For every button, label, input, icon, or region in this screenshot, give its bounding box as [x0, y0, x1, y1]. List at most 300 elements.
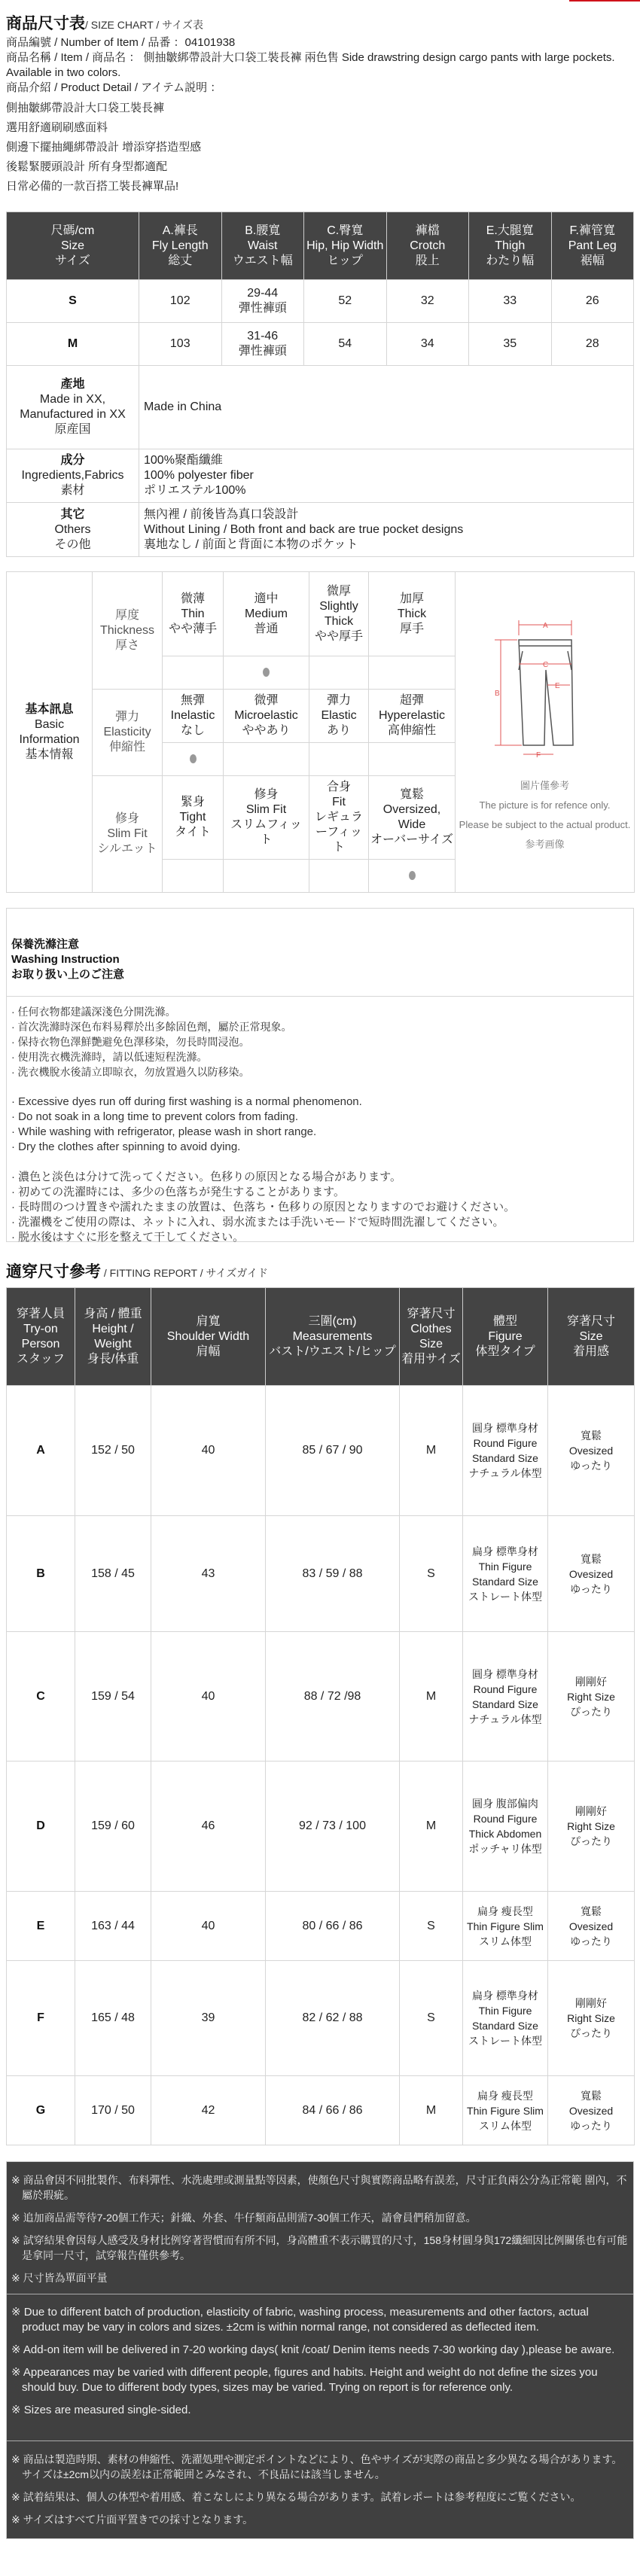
fit-selection-cell — [224, 860, 309, 893]
option-line: ややあり — [242, 724, 291, 737]
size-col-header — [551, 212, 634, 280]
figure-line: ストレート体型 — [468, 1590, 542, 1603]
fit-cell-sh: 42 — [151, 2076, 266, 2145]
option-line: Fit — [332, 796, 346, 808]
washing-line: · Excessive dyes run off during first washing is a normal phenomenon. — [11, 1095, 362, 1108]
size-cell-crotch: 32 — [386, 280, 469, 323]
header-line: スタッフ — [16, 1352, 65, 1366]
dimension-label: E — [554, 682, 560, 690]
fit-cell-hw: 159 / 54 — [75, 1632, 151, 1761]
fitting-title: 適穿尺寸參考 / FITTING REPORT / サイズガイド — [6, 1263, 268, 1280]
figure-line: 扁身 標準身材 — [472, 1545, 538, 1557]
fit-cell-p: G — [7, 2076, 75, 2145]
fitting-table-wrap — [6, 1287, 634, 2145]
notes-en — [7, 2294, 633, 2441]
fit-cell-sh: 40 — [151, 1892, 266, 1961]
fit-cell-sh: 39 — [151, 1961, 266, 2076]
header-line: 身長/体重 — [87, 1352, 139, 1366]
size-cell-crotch: 34 — [386, 323, 469, 366]
size-col-header — [386, 212, 469, 280]
waist-note: 彈性褲頭 — [238, 345, 287, 358]
feel-line: ぴったり — [570, 2027, 612, 2039]
fit-cell-m: 80 / 66 / 86 — [266, 1892, 400, 1961]
feel-line: Right Size — [567, 1820, 615, 1832]
fit-cell-figure — [463, 1761, 548, 1892]
washing-instruction — [6, 908, 634, 1242]
fit-cell-s: M — [400, 1632, 463, 1761]
elasticity-selection-cell — [369, 743, 456, 776]
header-line: Pant Leg — [568, 239, 617, 252]
header-line: B.腰寬 — [245, 224, 281, 237]
elasticity-option — [309, 690, 369, 743]
selected-dot-icon — [263, 668, 270, 677]
size-cell-length: 102 — [139, 280, 222, 323]
product-details — [6, 99, 634, 196]
label-line: Ingredients,Fabrics — [21, 469, 124, 482]
elasticity-option — [163, 690, 224, 743]
feel-line: Right Size — [567, 1690, 615, 1703]
fit-cell-hw: 170 / 50 — [75, 2076, 151, 2145]
option-line: Medium — [245, 607, 288, 620]
note-item: ※ Add-on item will be delivered in 7-20 working days( knit /coat/ Denim items needs 7-30 working day ),please be aware. — [11, 2343, 615, 2356]
option-line: 寬鬆 — [399, 788, 424, 801]
thickness-option — [224, 572, 309, 656]
fit-cell-p: E — [7, 1892, 75, 1961]
size-cell-thigh: 35 — [469, 323, 552, 366]
size-cell-hip: 52 — [304, 280, 387, 323]
label-line: 基本情報 — [25, 748, 74, 761]
figure-line: スリム体型 — [479, 1935, 532, 1947]
fit-option — [224, 776, 309, 860]
dimension-label: F — [535, 751, 541, 760]
size-row — [7, 280, 634, 323]
figure-line: 扁身 瘦長型 — [477, 1905, 533, 1917]
feel-line: Ovesized — [568, 1567, 614, 1580]
elasticity-option — [369, 690, 456, 743]
option-line: Microelastic — [234, 709, 298, 722]
header-line: ヒップ — [327, 254, 364, 267]
thickness-selection-cell — [309, 656, 369, 690]
fit-cell-hw: 165 / 48 — [75, 1961, 151, 2076]
header-line: 穿著尺寸 — [407, 1307, 456, 1320]
figure-line: ポッチャリ体型 — [468, 1843, 542, 1855]
detail-line: 日常必備的一款百搭工裝長褲單品! — [6, 180, 179, 193]
fit-cell-m: 83 / 59 / 88 — [266, 1516, 400, 1632]
size-cell-hip: 54 — [304, 323, 387, 366]
figure-line: Thin Figure Slim — [467, 2104, 544, 2117]
option-line: 微薄 — [180, 592, 205, 605]
option-line: 適中 — [254, 592, 279, 605]
value-line: ポリエステル100% — [144, 484, 246, 497]
label-line: 產地 — [60, 378, 85, 391]
fit-selection-cell — [309, 860, 369, 893]
fit-row — [7, 1892, 635, 1961]
elasticity-selection-cell — [224, 743, 309, 776]
note-item: ※ Appearances may be varied with different people, figures and habits. Height and weight do not define the sizes you should buy. Due to different body types, sizes may be varied. Trying on report is for reference only. — [11, 2366, 598, 2394]
option-line: Slim Fit — [245, 803, 287, 816]
washing-line: · Dry the clothes after spinning to avoid dying. — [11, 1140, 241, 1153]
size-cell-size: M — [7, 323, 139, 366]
spec-row-others — [7, 503, 634, 557]
washing-line: · 使用洗衣機洗滌時，請以低速短程洗滌。 — [11, 1051, 208, 1063]
elasticity-option — [224, 690, 309, 743]
feel-line: ゆったり — [570, 2119, 612, 2132]
option-line: Slightly Thick — [319, 599, 358, 628]
diagram-caption: The picture is for refence only. — [479, 799, 611, 811]
feel-line: 寬鬆 — [581, 2089, 602, 2102]
figure-line: Round Figure Standard Size — [472, 1437, 538, 1464]
label-line: Others — [54, 522, 91, 536]
note-item: ※ 追加商品需等待7-20個工作天；針織、外套、牛仔類商品則需7-30個工作天，請會員們稍加留意。 — [11, 2212, 477, 2224]
feel-line: ゆったり — [570, 1460, 612, 1472]
header-line: Clothes Size — [410, 1322, 452, 1350]
option-line: Tight — [179, 811, 206, 824]
selected-dot-icon — [190, 754, 197, 763]
notes-box — [6, 2161, 634, 2539]
fit-cell-s: S — [400, 1516, 463, 1632]
feel-line: 剛剛好 — [575, 1997, 607, 2009]
waist-range: 29-44 — [247, 287, 279, 300]
diagram-caption: 参考画像 — [525, 839, 565, 850]
spec-row-origin — [7, 366, 634, 449]
washing-zh — [11, 1004, 629, 1079]
fit-cell-hw: 163 / 44 — [75, 1892, 151, 1961]
washing-title-ja: お取り扱い上のご注意 — [11, 968, 125, 981]
washing-title — [7, 909, 633, 997]
fit-cell-m: 92 / 73 / 100 — [266, 1761, 400, 1892]
spacer — [11, 1079, 629, 1095]
fit-option — [369, 776, 456, 860]
feel-line: 寬鬆 — [581, 1552, 602, 1565]
header-line: 裾幅 — [580, 254, 605, 267]
fit-cell-s: M — [400, 1761, 463, 1892]
option-line: 加厚 — [399, 592, 424, 605]
note-item: ※ サイズはすべて片面平置きでの採寸となります。 — [11, 2514, 254, 2526]
top-accent-bar — [569, 0, 640, 2]
feel-line: 剛剛好 — [575, 1805, 607, 1817]
label-line: Basic Information — [19, 717, 80, 746]
washing-line: · 初めての洗濯時には、多少の色落ちが発生することがあります。 — [11, 1186, 345, 1198]
fit-cell-feel — [548, 2076, 635, 2145]
washing-en — [11, 1095, 629, 1155]
feel-line: ぴったり — [570, 1835, 612, 1847]
header-line: 着用感 — [572, 1344, 609, 1358]
figure-line: 圓身 標準身材 — [472, 1422, 538, 1434]
spec-row-fabric — [7, 449, 634, 503]
size-chart — [6, 212, 634, 557]
figure-line: ストレート体型 — [468, 2035, 542, 2047]
header-line: Waist — [248, 239, 278, 252]
product-info — [6, 17, 634, 196]
washing-line: · 洗濯機をご使用の際は、ネットに入れ、弱水流または手洗いモードで短時間洗濯してください。 — [11, 1216, 504, 1229]
size-cell-leg: 26 — [551, 280, 634, 323]
feel-line: 寬鬆 — [581, 1905, 602, 1917]
feel-line: Ovesized — [568, 1920, 614, 1932]
fit-cell-s: M — [400, 1386, 463, 1516]
fit-cell-m: 85 / 67 / 90 — [266, 1386, 400, 1516]
spec-value: Made in China — [139, 366, 634, 449]
fit-selection-cell — [369, 860, 456, 893]
header-line: C.臀寬 — [327, 224, 364, 237]
dimension-label: B — [494, 690, 500, 698]
value-line: 100%聚酯纖維 — [144, 454, 223, 467]
item-detail-label: 商品介紹 / Product Detail / アイテム説明 ： — [6, 81, 222, 94]
elasticity-label — [93, 690, 163, 776]
option-line: 普通 — [254, 622, 279, 635]
spec-label — [7, 366, 139, 449]
value-line: Without Lining / Both front and back are true pocket designs — [144, 522, 464, 536]
header-line: わたり幅 — [486, 254, 535, 267]
size-col-header — [221, 212, 304, 280]
figure-line: ナチュラル体型 — [468, 1467, 542, 1479]
fit-row — [7, 1761, 635, 1892]
figure-line: 扁身 標準身材 — [472, 1990, 538, 2002]
fit-cell-feel — [548, 1386, 635, 1516]
label-line: 彈力 — [114, 711, 139, 723]
fit-col-header — [548, 1288, 635, 1386]
label-line: Thickness — [99, 623, 155, 637]
figure-line: 扁身 瘦長型 — [477, 2089, 533, 2102]
header-line: 肩寬 — [196, 1314, 221, 1328]
fit-cell-sh: 40 — [151, 1386, 266, 1516]
label-line: Elasticity — [103, 726, 151, 738]
header-line: 着用サイズ — [401, 1352, 461, 1366]
fit-cell-feel — [548, 1516, 635, 1632]
option-line: 緊身 — [180, 796, 205, 808]
header-line: 體型 — [492, 1314, 517, 1328]
fit-cell-feel — [548, 1761, 635, 1892]
header-line: Size — [579, 1329, 603, 1343]
feel-line: Ovesized — [568, 2104, 614, 2117]
option-line: なし — [180, 724, 205, 737]
size-col-header — [139, 212, 222, 280]
size-cell-thigh: 33 — [469, 280, 552, 323]
fit-label — [93, 776, 163, 893]
note-item: ※ 商品は製造時期、素材の伸縮性、洗濯処理や測定ポイントなどにより、色やサイズが実際の商品と多少異なる場合があります。サイズは±2cm以内の誤差は正常範囲とみなされ、不良品には該当しません。 — [11, 2453, 623, 2480]
detail-line: 側邊下擺抽繩綁帶設計 增添穿搭造型感 — [6, 141, 202, 154]
feel-line: ゆったり — [570, 1582, 612, 1595]
detail-line: 選用舒適刷刷感面料 — [6, 121, 108, 134]
fit-row — [7, 2076, 635, 2145]
fit-col-header — [75, 1288, 151, 1386]
thickness-selection-cell — [163, 656, 224, 690]
value-line: 裏地なし / 前面と背面に本物のポケット — [144, 537, 358, 551]
fit-cell-p: B — [7, 1516, 75, 1632]
basic-info-label — [7, 572, 93, 893]
header-line: E.大腿寬 — [486, 224, 534, 237]
figure-line: スリム体型 — [479, 2119, 532, 2132]
fit-row — [7, 1961, 635, 2076]
diagram-caption: 圖片僅參考 — [520, 780, 569, 791]
fit-row — [7, 1632, 635, 1761]
fit-col-header — [151, 1288, 266, 1386]
fit-cell-hw: 159 / 60 — [75, 1761, 151, 1892]
option-line: Hyperelastic — [378, 709, 446, 722]
label-line: 原産国 — [54, 423, 91, 436]
fit-col-header — [266, 1288, 400, 1386]
washing-line: · Do not soak in a long time to prevent colors from fading. — [11, 1110, 299, 1123]
header-line: 総丈 — [168, 254, 193, 267]
washing-body — [7, 997, 633, 1253]
selected-dot-icon — [409, 871, 416, 880]
label-line: 基本訊息 — [25, 702, 74, 716]
header-line: A.褲長 — [162, 224, 198, 237]
option-line: 超彈 — [399, 694, 424, 707]
fit-row — [7, 1386, 635, 1516]
header-line: 穿著人員 — [16, 1307, 65, 1320]
label-line: 厚度 — [114, 608, 139, 622]
header-line: Measurements — [292, 1329, 373, 1343]
note-item: ※ 試着結果は、個人の体型や着用感、着こなしにより異なる場合があります。試着レポートは参考程度にご覧ください。 — [11, 2491, 581, 2503]
fit-cell-figure — [463, 1516, 548, 1632]
washing-line: · 首次洗滌時深色布料易釋於出多餘固色劑，屬於正常現象。 — [11, 1021, 292, 1033]
option-line: Elastic — [321, 709, 357, 722]
fit-cell-feel — [548, 1961, 635, 2076]
fit-cell-figure — [463, 2076, 548, 2145]
option-line: 合身 — [326, 781, 351, 793]
pants-diagram-icon — [489, 610, 602, 760]
figure-line: ナチュラル体型 — [468, 1713, 542, 1725]
header-line: Hip, Hip Width — [306, 239, 384, 252]
option-line: やや薄手 — [168, 622, 217, 635]
fit-cell-feel — [548, 1892, 635, 1961]
header-line: Shoulder Width — [166, 1329, 250, 1343]
product-meta — [6, 35, 634, 96]
header-line: 股上 — [415, 254, 440, 267]
option-line: 無彈 — [180, 694, 205, 707]
item-name: 商品名稱 / Item / 商品名 ： 側抽皺綁帶設計大口袋工裝長褲 兩色售 Side drawstring design cargo pants with large pockets. Available in two colors. — [6, 51, 615, 79]
figure-line: Round Figure Thick Abdomen — [468, 1813, 542, 1840]
header-line: サイズ — [55, 254, 90, 267]
option-line: 微彈 — [254, 694, 279, 707]
header-line: 三圍(cm) — [308, 1314, 357, 1328]
fit-cell-figure — [463, 1386, 548, 1516]
option-line: やや厚手 — [314, 629, 363, 643]
spec-value — [139, 503, 634, 557]
size-table — [6, 212, 634, 557]
option-line: 厚手 — [399, 622, 424, 635]
size-cell-waist — [221, 323, 304, 366]
header-line: Fly Length — [151, 239, 209, 252]
fit-cell-s: M — [400, 2076, 463, 2145]
spec-value — [139, 449, 634, 503]
option-line: Inelastic — [170, 709, 215, 722]
header-line: 褲檔 — [415, 224, 440, 237]
note-item: ※ 試穿結果會因每人感受及身材比例穿著習慣而有所不同，身高體重不表示購買的尺寸，158身材圓身與172纖細因比例關係也有可能是拿同一尺寸，試穿報告僅供參考。 — [11, 2234, 628, 2261]
option-line: 微厚 — [326, 584, 351, 598]
feel-line: ゆったり — [570, 1935, 612, 1947]
option-line: スリムフィット — [230, 818, 302, 846]
basic-row-thickness — [7, 572, 635, 656]
size-col-header — [469, 212, 552, 280]
option-line: レギュラーフィット — [314, 811, 363, 854]
detail-line: 後鬆緊腰頭設計 所有身型都適配 — [6, 160, 168, 173]
header-line: 体型タイプ — [475, 1344, 535, 1358]
option-line: 高伸縮性 — [387, 724, 436, 737]
note-item: ※ Sizes are measured single-sided. — [11, 2404, 191, 2416]
washing-title-zh: 保養洗滌注意 — [11, 938, 80, 951]
header-line: Figure — [488, 1329, 523, 1343]
fit-option — [309, 776, 369, 860]
washing-line: · 洗衣機脫水後請立即晾衣，勿放置過久以防移染。 — [11, 1066, 250, 1078]
fit-cell-figure — [463, 1961, 548, 2076]
size-col-header — [304, 212, 387, 280]
fit-cell-figure — [463, 1632, 548, 1761]
header-line: F.褲管寬 — [569, 224, 615, 237]
basic-info-table — [6, 571, 635, 893]
pants-diagram-cell — [456, 572, 635, 893]
fit-cell-sh: 43 — [151, 1516, 266, 1632]
fit-cell-s: S — [400, 1961, 463, 2076]
label-line: その他 — [54, 537, 91, 551]
fit-cell-p: F — [7, 1961, 75, 2076]
label-line: 伸縮性 — [108, 741, 145, 754]
size-row — [7, 323, 634, 366]
notes-zh — [7, 2162, 633, 2294]
figure-line: Thin Figure Slim — [467, 1920, 544, 1932]
header-line: 穿著尺寸 — [566, 1314, 615, 1328]
figure-line: 圓身 腹部偏肉 — [472, 1798, 538, 1810]
thickness-option — [163, 572, 224, 656]
diagram-caption: Please be subject to the actual product. — [459, 819, 631, 830]
feel-line: Ovesized — [568, 1445, 614, 1457]
header-line: 身高 / 體重 — [84, 1307, 142, 1320]
label-line: 素材 — [60, 484, 85, 497]
washing-ja — [11, 1170, 629, 1245]
notes-ja — [7, 2441, 633, 2547]
spec-label — [7, 503, 139, 557]
page-title: 商品尺寸表/ SIZE CHART / サイズ表 — [6, 15, 204, 32]
option-line: あり — [326, 724, 351, 737]
fit-cell-s: S — [400, 1892, 463, 1961]
size-cell-leg: 28 — [551, 323, 634, 366]
fit-option — [163, 776, 224, 860]
value-line: 100% polyester fiber — [144, 469, 254, 482]
washing-line: · While washing with refrigerator, please wash in short range. — [11, 1125, 317, 1138]
option-line: Thin — [181, 607, 205, 620]
basic-info — [6, 571, 634, 893]
spec-label — [7, 449, 139, 503]
fit-cell-p: A — [7, 1386, 75, 1516]
header-line: バスト/ウエスト/ヒップ — [269, 1344, 396, 1358]
feel-line: 剛剛好 — [575, 1675, 607, 1688]
washing-line: · 濃色と淡色は分けて洗ってください。色移りの原因となる場合があります。 — [11, 1171, 401, 1183]
figure-line: 圓身 標準身材 — [472, 1667, 538, 1680]
thickness-option — [369, 572, 456, 656]
fitting-report — [6, 1265, 634, 1280]
fit-col-header — [463, 1288, 548, 1386]
label-line: 成分 — [60, 454, 85, 467]
option-line: 彈力 — [326, 694, 351, 707]
fit-selection-cell — [163, 860, 224, 893]
thickness-selection-cell — [224, 656, 309, 690]
washing-line: · 保持衣物色澤鮮艷避免色澤移染，勿長時間浸泡。 — [11, 1036, 250, 1048]
header-line: Size — [60, 239, 85, 252]
size-cell-size: S — [7, 280, 139, 323]
washing-title-en: Washing Instruction — [11, 953, 120, 966]
elasticity-selection-cell — [309, 743, 369, 776]
feel-line: ぴったり — [570, 1705, 612, 1718]
size-cell-length: 103 — [139, 323, 222, 366]
note-item: ※ 商品會因不同批製作、布料彈性、水洗處理或測量點等因素，使顏色尺寸與實際商品略有誤差，尺寸正負兩公分為正常範 圍內，不屬於瑕疵。 — [11, 2174, 627, 2201]
fit-cell-sh: 40 — [151, 1632, 266, 1761]
label-line: 修身 — [114, 812, 139, 825]
header-line: Crotch — [410, 239, 446, 252]
spacer — [11, 1155, 629, 1170]
fit-col-header — [7, 1288, 75, 1386]
elasticity-selection-cell — [163, 743, 224, 776]
feel-line: Right Size — [567, 2012, 615, 2024]
